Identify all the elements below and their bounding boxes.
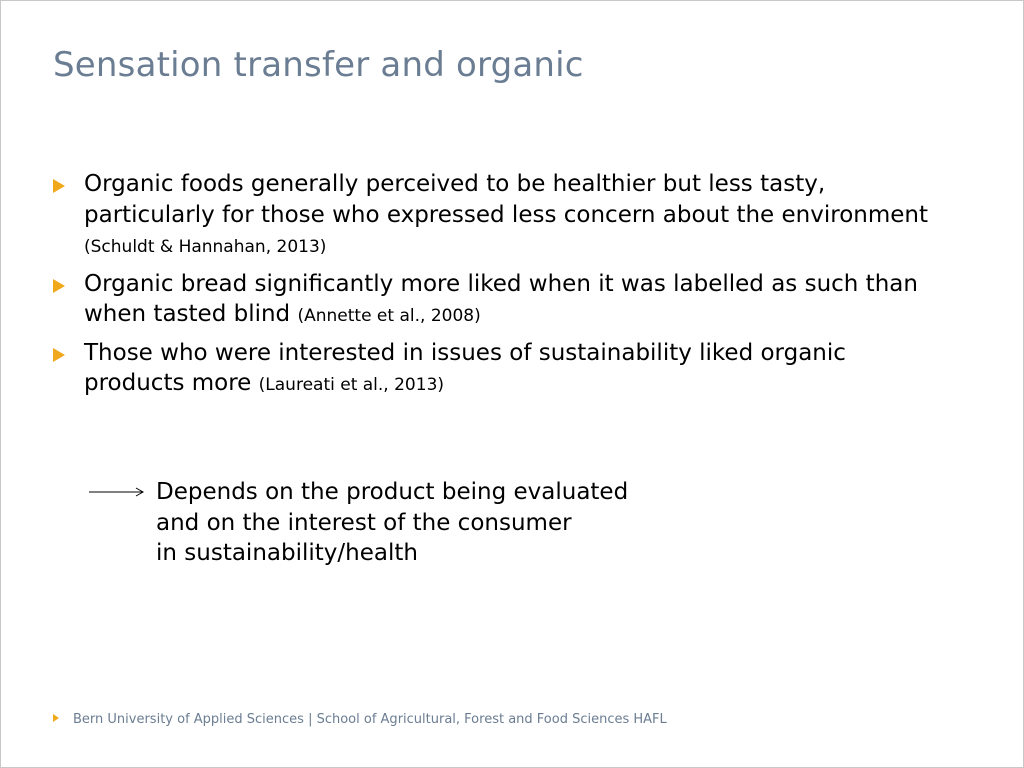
bullet-citation: (Annette et al., 2008)	[297, 306, 481, 326]
right-arrow-icon	[89, 486, 145, 498]
conclusion-line: Depends on the product being evaluated	[156, 479, 629, 505]
conclusion-text	[156, 477, 628, 569]
bullet-item	[53, 169, 953, 263]
bullet-text: Organic foods generally perceived to be healthier but less tasty, particularly for those who expressed less concern about the environment	[84, 171, 928, 228]
slide-title: Sensation transfer and organic	[53, 45, 584, 85]
bullet-item	[53, 338, 953, 401]
triangle-bullet-icon	[53, 279, 65, 293]
bullet-text: Those who were interested in issues of sustainability liked organic products more	[84, 339, 846, 396]
bullet-citation: (Schuldt & Hannahan, 2013)	[84, 237, 327, 257]
bullet-text: Organic bread significantly more liked when it was labelled as such than when tasted blind	[84, 270, 918, 327]
bullet-citation: (Laureati et al., 2013)	[258, 375, 445, 395]
footer	[53, 712, 667, 727]
footer-text: Bern University of Applied Sciences | School of Agricultural, Forest and Food Sciences HAFL	[73, 712, 667, 727]
conclusion-line: in sustainability/health	[156, 540, 418, 566]
triangle-bullet-icon	[53, 179, 65, 193]
footer-triangle-icon	[53, 714, 59, 722]
bullet-list	[53, 169, 953, 407]
conclusion-line: and on the interest of the consumer	[156, 509, 572, 536]
bullet-item	[53, 269, 953, 332]
triangle-bullet-icon	[53, 348, 65, 362]
